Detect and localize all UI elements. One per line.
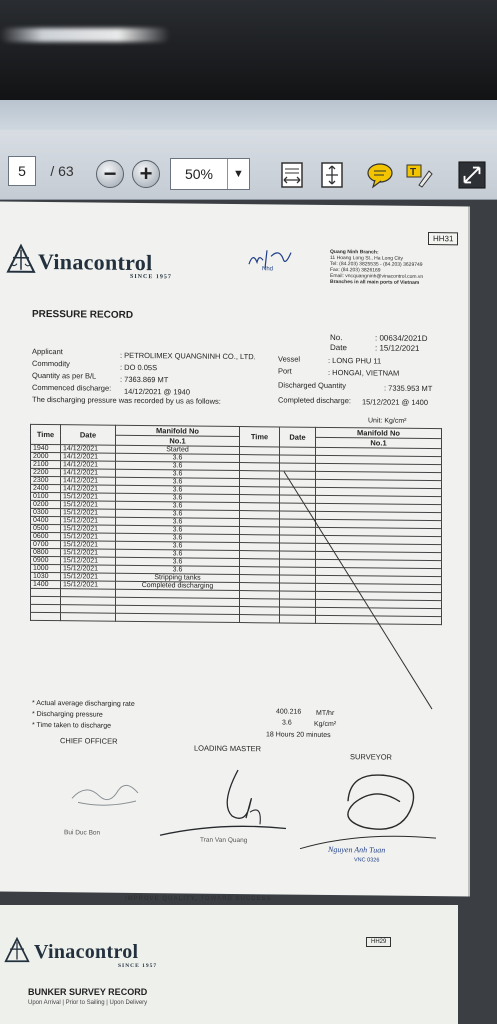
- fullscreen-button[interactable]: [458, 160, 486, 190]
- vinacontrol-logo-icon: [6, 244, 36, 274]
- cell-time: 0600: [31, 532, 61, 540]
- fit-page-button[interactable]: [318, 160, 346, 190]
- pressure-label: * Discharging pressure: [32, 710, 103, 719]
- initials-text: Nhd: [262, 266, 274, 273]
- next-pdf-page: [0, 905, 458, 1024]
- col-manifold-2: Manifold No: [316, 427, 442, 438]
- branch-list: Branches in all main ports of Vietnam: [330, 278, 420, 286]
- motto: IMPROVE QUALITY, TOWARD SUCCESS: [125, 896, 272, 902]
- applicant-label: Applicant: [32, 346, 63, 357]
- cell-date: 15/12/2021: [61, 501, 116, 510]
- cell-manifold-value: [116, 613, 240, 622]
- next-form-code: HH29: [366, 937, 391, 947]
- col-manifold-no: No.1: [116, 435, 240, 446]
- cell-date: 15/12/2021: [61, 493, 116, 502]
- pressure-note: The discharging pressure was recorded by us as follows:: [32, 394, 221, 406]
- highlight-text-icon: [405, 161, 433, 189]
- vessel-value: : LONG PHU 11: [328, 355, 382, 366]
- zoom-in-icon: +: [139, 161, 153, 186]
- date-label: Date: [330, 342, 347, 353]
- cell-date: 15/12/2021: [61, 549, 116, 558]
- window-title-bar: [0, 100, 497, 130]
- cell-manifold-value: 3.6: [116, 461, 240, 470]
- zoom-out-button[interactable]: [96, 160, 124, 188]
- commodity-label: Commodity: [32, 358, 70, 369]
- zoom-out-icon: −: [103, 161, 117, 186]
- cell-time: 1400: [31, 580, 61, 588]
- cell-manifold-value: 3.6: [116, 501, 240, 510]
- col-manifold-no-2: No.1: [316, 437, 442, 448]
- applicant-value: : PETROLIMEX QUANGNINH CO., LTD.: [120, 350, 256, 362]
- cell-manifold-value: Started: [116, 445, 240, 454]
- cell-time: 2400: [31, 484, 61, 492]
- cell-manifold-value: Completed discharging: [116, 581, 240, 590]
- discharged-value: : 7335.953 MT: [384, 383, 433, 394]
- rate-unit: MT/hr: [316, 709, 335, 718]
- next-subtitle: Upon Arrival | Prior to Sailing | Upon Delivery: [28, 1000, 148, 1006]
- loading-master-label: LOADING MASTER: [194, 743, 262, 754]
- cell-date: 15/12/2021: [61, 581, 116, 590]
- cell-time: 2300: [31, 476, 61, 484]
- col-manifold: Manifold No: [116, 425, 240, 436]
- cell-manifold-value: 3.6: [116, 493, 240, 502]
- cell-manifold-value: 3.6: [116, 565, 240, 574]
- screen-glare: [0, 28, 170, 42]
- cell-date: 14/12/2021: [61, 445, 116, 454]
- next-title: BUNKER SURVEY RECORD: [28, 987, 148, 997]
- cell-date: 14/12/2021: [61, 485, 116, 494]
- cell-time: 1000: [31, 564, 61, 572]
- brand-name: Vinacontrol: [38, 248, 153, 276]
- cell-time: 1030: [31, 572, 61, 580]
- cell-time: 2200: [31, 468, 61, 476]
- no-label: No.: [330, 332, 343, 343]
- cell-time: 2000: [31, 452, 61, 460]
- loading-master-signature: [150, 763, 290, 844]
- document-title: PRESSURE RECORD: [32, 308, 134, 321]
- fullscreen-icon: [458, 160, 486, 190]
- port-label: Port: [278, 366, 292, 376]
- port-value: : HONGAI, VIETNAM: [328, 367, 400, 378]
- surveyor-label: SURVEYOR: [350, 752, 392, 762]
- cell-time: 0500: [31, 524, 61, 532]
- cell-date: 15/12/2021: [61, 525, 116, 534]
- cell-manifold-value: 3.6: [116, 557, 240, 566]
- pressure-unit: Kg/cm²: [314, 720, 337, 729]
- comment-icon: [366, 161, 394, 189]
- commodity-value: : DO 0.05S: [120, 362, 158, 373]
- cell-time: 2100: [31, 460, 61, 468]
- col-time: Time: [31, 424, 61, 444]
- cell-date: 15/12/2021: [61, 533, 116, 542]
- no-value: : 00634/2021D: [375, 333, 428, 344]
- cell-manifold-value: 3.6: [116, 509, 240, 518]
- cell-date: 15/12/2021: [61, 541, 116, 550]
- cell-manifold-value: 3.6: [116, 485, 240, 494]
- form-code: HH31: [428, 232, 458, 245]
- cell-date: [61, 613, 116, 622]
- zoom-select[interactable]: [170, 158, 250, 190]
- branch-email: Email: vncquangninh@vinacontrol.com.vn: [330, 272, 424, 280]
- comment-button[interactable]: [366, 160, 394, 190]
- cell-date: 15/12/2021: [61, 557, 116, 566]
- zoom-value: 50%: [184, 166, 214, 182]
- cell-date: 15/12/2021: [61, 573, 116, 582]
- fit-page-icon: [319, 161, 345, 189]
- pressure-value: 3.6: [282, 719, 292, 727]
- commenced-value: 14/12/2021 @ 1940: [124, 386, 191, 397]
- cell-date: 14/12/2021: [61, 469, 116, 478]
- next-vinacontrol-logo-icon: [4, 937, 30, 963]
- col-time-2: Time: [240, 427, 280, 447]
- cell-time: 1940: [31, 444, 61, 452]
- page-total-label: / 63: [50, 163, 74, 179]
- branch-name: Quang Ninh Branch:: [330, 248, 379, 256]
- cell-manifold-value: 3.6: [116, 477, 240, 486]
- branch-fax: Fax: (84.203) 3826169: [330, 266, 381, 274]
- col-date: Date: [61, 425, 116, 446]
- cell-manifold-value: 3.6: [116, 517, 240, 526]
- pdf-page: [0, 202, 470, 897]
- cell-manifold-value: 3.6: [116, 453, 240, 462]
- loading-master-name: Tran Van Quang: [200, 836, 248, 845]
- cancel-diagonal-line: [282, 469, 442, 721]
- cell-manifold-value: Stripping tanks: [116, 573, 240, 582]
- page-number-input[interactable]: 5: [8, 156, 36, 186]
- cell-manifold-value: 3.6: [116, 533, 240, 542]
- quantity-label: Quantity as per B/L: [32, 370, 97, 381]
- cell-date: 15/12/2021: [61, 509, 116, 518]
- chief-officer-signature: [66, 762, 146, 813]
- completed-value: 15/12/2021 @ 1400: [362, 397, 429, 408]
- completed-label: Completed discharge:: [278, 395, 351, 406]
- time-taken-label: * Time taken to discharge: [32, 721, 111, 730]
- branch-tel: Tel: (84.203) 3825535 - (84.203) 3629749: [330, 260, 423, 268]
- zoom-in-button[interactable]: [132, 160, 160, 188]
- cell-time: 0200: [31, 500, 61, 508]
- brand-since: SINCE 1957: [130, 273, 172, 281]
- time-taken-value: 18 Hours 20 minutes: [266, 731, 331, 740]
- discharged-label: Discharged Quantity: [278, 380, 346, 391]
- highlight-text-button[interactable]: [405, 160, 433, 190]
- branch-address: 11 Hoang Long St., Ha Long City: [330, 254, 404, 262]
- cell-time: 0400: [31, 516, 61, 524]
- cell-date: 15/12/2021: [61, 565, 116, 574]
- cell-time: [31, 612, 61, 620]
- commenced-label: Commenced discharge:: [32, 382, 112, 393]
- surveyor-code: VNC 0326: [354, 857, 380, 864]
- next-brand-name: Vinacontrol: [34, 941, 139, 963]
- chief-officer-name: Bui Duc Bon: [64, 829, 101, 837]
- chevron-down-icon[interactable]: ▼: [227, 159, 249, 189]
- rate-value: 400.216: [276, 708, 302, 716]
- date-value: : 15/12/2021: [375, 343, 420, 353]
- cell-manifold-value: 3.6: [116, 549, 240, 558]
- cell-time: 0900: [31, 556, 61, 564]
- cell-date: 15/12/2021: [61, 517, 116, 526]
- surveyor-name: Nguyen Anh Tuan: [328, 844, 386, 855]
- cell-time: 0300: [31, 508, 61, 516]
- quantity-value: : 7363.869 MT: [120, 374, 169, 385]
- cell-date: 14/12/2021: [61, 477, 116, 486]
- fit-width-icon: [279, 161, 305, 189]
- cell-date: 14/12/2021: [61, 453, 116, 462]
- cell-manifold-value: 3.6: [116, 469, 240, 478]
- cell-time: 0100: [31, 492, 61, 500]
- col-date-2: Date: [280, 427, 316, 447]
- cell-time: 0700: [31, 540, 61, 548]
- cell-manifold-value: 3.6: [116, 541, 240, 550]
- rate-label: * Actual average discharging rate: [32, 699, 135, 708]
- next-brand-since: SINCE 1957: [118, 963, 158, 969]
- cell-manifold-value: 3.6: [116, 525, 240, 534]
- cell-time-2: [240, 615, 280, 623]
- fit-width-button[interactable]: [278, 160, 306, 190]
- unit-label: Unit: Kg/cm²: [368, 417, 407, 425]
- cell-time: 0800: [31, 548, 61, 556]
- monitor-bezel: [0, 0, 497, 100]
- vessel-label: Vessel: [278, 354, 301, 364]
- svg-text:T: T: [410, 167, 417, 178]
- chief-officer-label: CHIEF OFFICER: [60, 736, 118, 746]
- cell-date: 14/12/2021: [61, 461, 116, 470]
